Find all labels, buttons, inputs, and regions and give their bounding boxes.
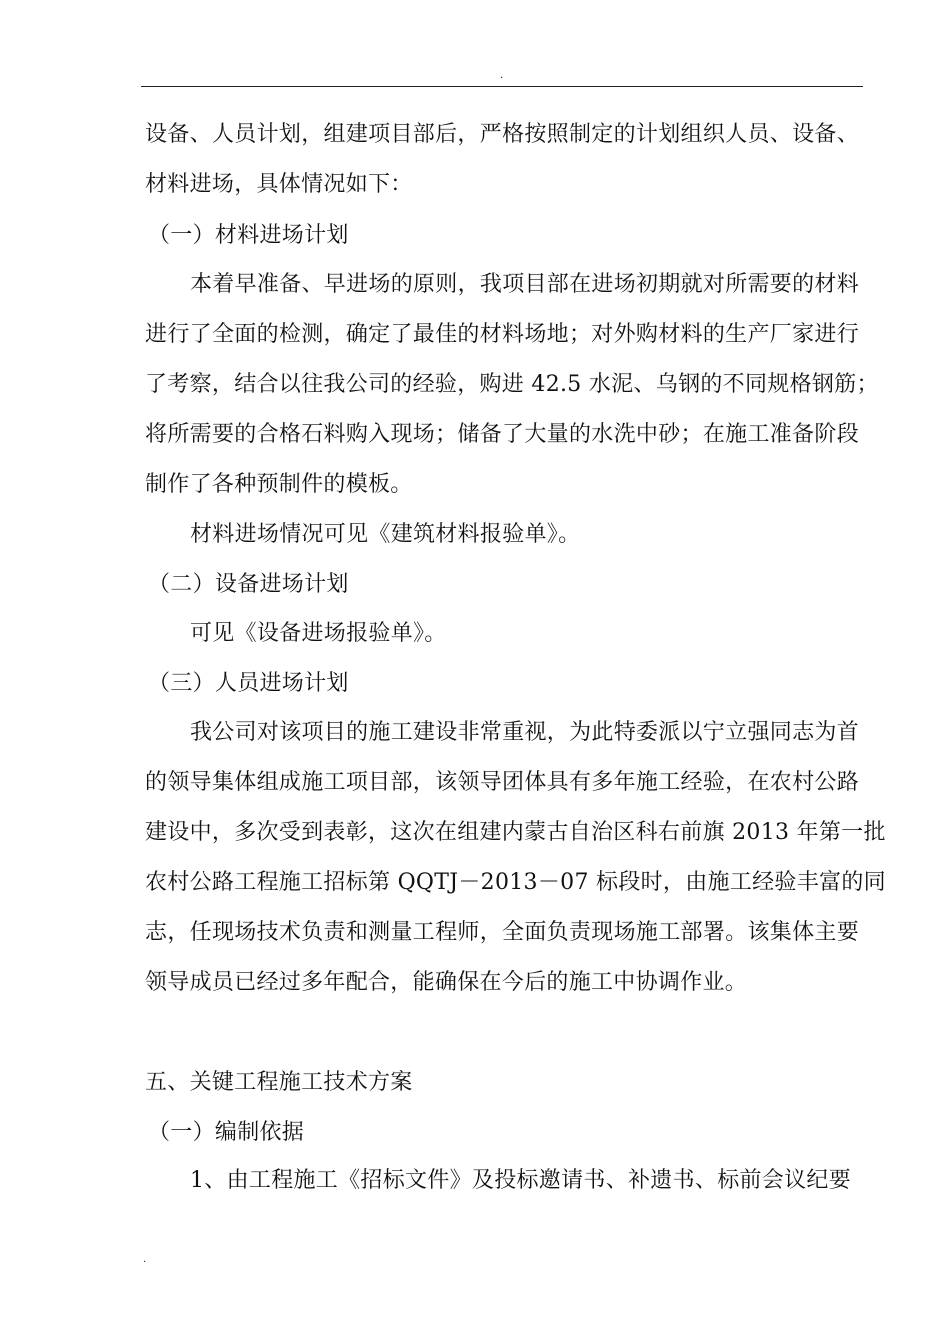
body-line-17: 志，任现场技术负责和测量工程师，全面负责现场施工部署。该集体主要 bbox=[145, 920, 859, 945]
footer-mark: . bbox=[143, 1254, 147, 1265]
body-line-2: 材料进场，具体情况如下： bbox=[145, 172, 413, 197]
chapter-heading-key-techniques: 五、关键工程施工技术方案 bbox=[145, 1070, 413, 1095]
section-heading-personnel: （三）人员进场计划 bbox=[148, 671, 349, 696]
body-line-9: 材料进场情况可见《建筑材料报验单》。 bbox=[190, 522, 581, 547]
body-line-16: 农村公路工程施工招标第 QQTJ－2013－07 标段时，由施工经验丰富的同 bbox=[145, 870, 886, 895]
body-line-15: 建设中，多次受到表彰，这次在组建内蒙古自治区科右前旗 2013 年第一批 bbox=[145, 820, 886, 845]
body-line-5: 进行了全面的检测，确定了最佳的材料场地；对外购材料的生产厂家进行 bbox=[145, 322, 859, 347]
section-heading-basis: （一）编制依据 bbox=[148, 1120, 305, 1145]
body-line-6: 了考察，结合以往我公司的经验，购进 42.5 水泥、乌钢的不同规格钢筋； bbox=[145, 372, 879, 397]
body-line-18: 领导成员已经过多年配合，能确保在今后的施工中协调作业。 bbox=[145, 970, 748, 995]
body-line-21: 1、由工程施工《招标文件》及投标邀请书、补遗书、标前会议纪要 bbox=[190, 1168, 851, 1193]
body-line-11: 可见《设备进场报验单》。 bbox=[190, 621, 447, 646]
body-line-14: 的领导集体组成施工项目部，该领导团体具有多年施工经验，在农村公路 bbox=[145, 770, 859, 795]
body-line-4: 本着早准备、早进场的原则，我项目部在进场初期就对所需要的材料 bbox=[190, 272, 860, 297]
body-line-1: 设备、人员计划，组建项目部后，严格按照制定的计划组织人员、设备、 bbox=[145, 122, 859, 147]
section-heading-equipment: （二）设备进场计划 bbox=[148, 572, 349, 597]
header-mark: . bbox=[500, 70, 504, 81]
body-line-8: 制作了各种预制件的模板。 bbox=[145, 472, 413, 497]
header-rule bbox=[141, 86, 863, 87]
body-line-7: 将所需要的合格石料购入现场；储备了大量的水洗中砂；在施工准备阶段 bbox=[145, 422, 859, 447]
body-line-13: 我公司对该项目的施工建设非常重视，为此特委派以宁立强同志为首 bbox=[190, 720, 860, 745]
section-heading-materials: （一）材料进场计划 bbox=[148, 223, 349, 248]
